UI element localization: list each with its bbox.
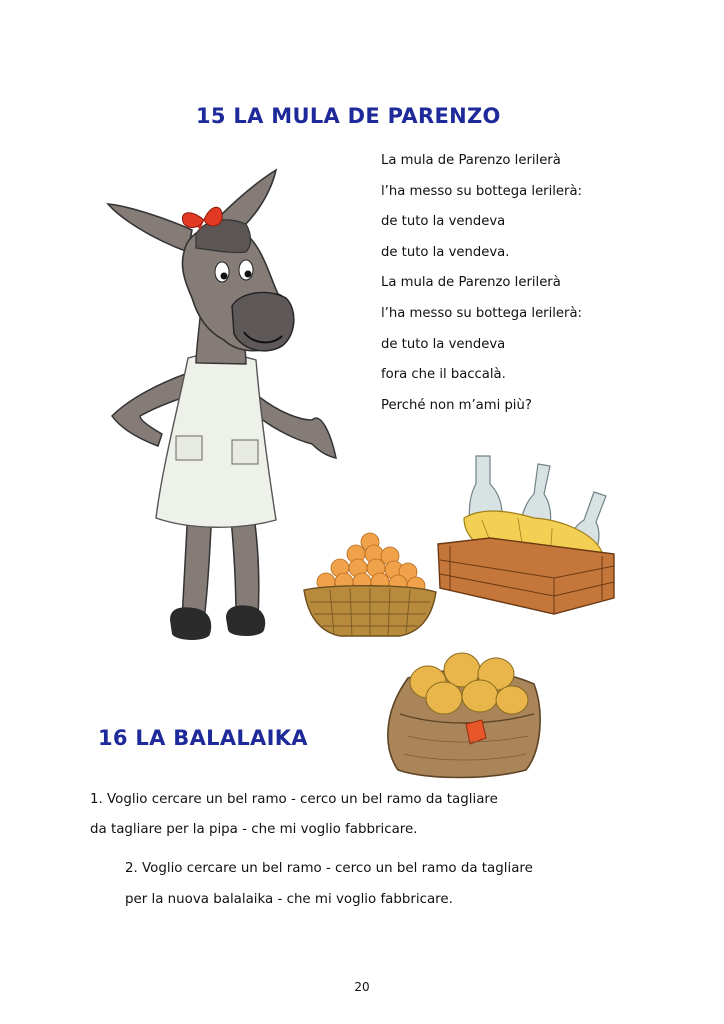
lyric-line: La mula de Parenzo lerilerà xyxy=(381,153,561,168)
song-16-verse-1-line-2: da tagliare per la pipa - che mi voglio fabbricare. xyxy=(90,822,418,837)
song-16-verse-2-line-1: 2. Voglio cercare un bel ramo - cerco un bel ramo da tagliare xyxy=(125,861,533,876)
page-number: 20 xyxy=(354,980,370,994)
lyric-line: de tuto la vendeva. xyxy=(381,244,510,260)
lyric-line: de tuto la vendeva xyxy=(381,214,506,230)
song-16-title: 16 LA BALALAIKA xyxy=(98,726,308,750)
song-15-title: 15 LA MULA DE PARENZO xyxy=(196,104,501,128)
song-16-verse-2-line-2: per la nuova balalaika - che mi voglio fabbricare. xyxy=(125,892,453,907)
egg-basket-illustration xyxy=(300,528,440,638)
lyric-line: l’ha messo su bottega lerilerà: xyxy=(381,183,582,199)
bottle-crate-illustration xyxy=(434,448,618,618)
lyric-line: Perché non m’ami più? xyxy=(381,397,532,413)
lyric-line: l’ha messo su bottega lerilerà: xyxy=(381,305,582,321)
potato-sack-illustration xyxy=(378,640,548,780)
lyric-line: fora che il baccalà. xyxy=(381,367,506,383)
lyric-line: de tuto la vendeva xyxy=(381,336,506,352)
song-15-lyrics xyxy=(381,152,621,427)
lyric-line: La mula de Parenzo lerilerà xyxy=(381,275,561,291)
song-16-verse-1-line-1: 1. Voglio cercare un bel ramo - cerco un bel ramo da tagliare xyxy=(90,792,498,807)
